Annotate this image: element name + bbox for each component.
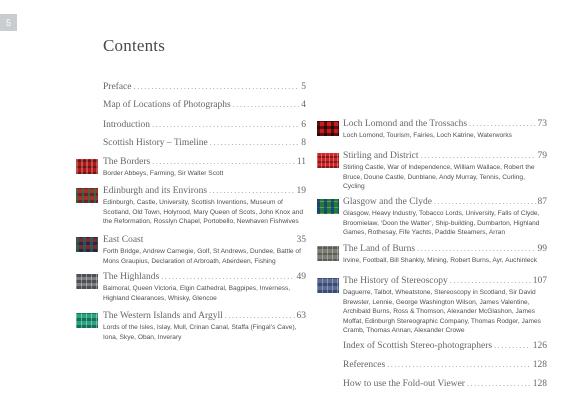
entry-page: 49 bbox=[296, 272, 306, 282]
entry-page: 128 bbox=[532, 379, 547, 389]
entry-page: 8 bbox=[301, 138, 306, 148]
entry-title: Introduction bbox=[103, 120, 150, 130]
entry-title: Index of Scottish Stereo-photographers bbox=[343, 341, 493, 351]
toc-entry-edinburgh[interactable] bbox=[103, 186, 306, 227]
entry-page: 63 bbox=[296, 311, 306, 321]
edinburgh-tartan-icon bbox=[76, 188, 98, 203]
entry-title: Glasgow and the Clyde bbox=[343, 197, 432, 207]
borders-tartan-icon bbox=[76, 159, 98, 174]
entry-title: The History of Stereoscopy bbox=[343, 276, 448, 286]
toc-entry-references[interactable] bbox=[343, 360, 547, 370]
entry-description: Glasgow, Heavy Industry, Tobacco Lords, University, Falls of Clyde, Broomielaw, ‘Doon the Watter’, Ship-building, Dumbarton, Highland Games, Rothesay, Fife Yachts, Paddle Steamers, Arran bbox=[343, 210, 540, 236]
entry-page: 6 bbox=[301, 120, 306, 130]
entry-description: Lords of the Isles, Islay, Mull, Crinan Canal, Staffa (Fingal’s Cave), Iona, Skye, Oban, Inverary bbox=[103, 324, 297, 341]
toc-entry-loch-lomond[interactable] bbox=[343, 119, 547, 141]
entry-description: Forth Bridge, Andrew Carnegie, Golf, St Andrews, Dundee, Battle of Mons Graupius, Declaration of Arbroath, Aberdeen, Fishing bbox=[103, 248, 301, 265]
page-number-badge: 5 bbox=[0, 14, 17, 31]
entry-page: 87 bbox=[537, 197, 547, 207]
toc-entry-index[interactable] bbox=[343, 341, 547, 351]
entry-description: Balmoral, Queen Victoria, Elgin Cathedral, Bagpipes, Inverness, Highland Clearances, Whisky, Glencoe bbox=[103, 285, 291, 302]
entry-title: The Highlands bbox=[103, 272, 160, 282]
entry-title: The Borders bbox=[103, 157, 151, 167]
toc-entry-fold-out-viewer[interactable] bbox=[343, 379, 547, 389]
entry-page: 99 bbox=[537, 244, 547, 254]
toc-entry-east-coast[interactable] bbox=[103, 235, 306, 266]
loch-lomond-tartan-icon bbox=[317, 121, 339, 136]
entry-title: Map of Locations of Photographs bbox=[103, 100, 231, 110]
entry-title: Preface bbox=[103, 82, 132, 92]
entry-page: 4 bbox=[301, 100, 306, 110]
toc-entry-highlands[interactable] bbox=[103, 272, 306, 303]
entry-page: 73 bbox=[537, 119, 547, 129]
entry-description: Stirling Castle, War of Independence, William Wallace, Robert the Bruce, Doune Castle, Dunblane, Andy Murray, Tennis, Curling, Cycling bbox=[343, 164, 535, 190]
entry-page: 35 bbox=[296, 235, 306, 245]
entry-description: Edinburgh, Castle, University, Scottish Inventions, Museum of Scotland, Old Town, Holyrood, Mary Queen of Scots, John Knox and the Reformation, Rosslyn Chapel, Portobello, Newhaven Fishwives bbox=[103, 199, 303, 225]
entry-title: The Land of Burns bbox=[343, 244, 416, 254]
toc-entry-timeline[interactable] bbox=[103, 138, 306, 148]
entry-title: The Western Islands and Argyll bbox=[103, 311, 223, 321]
entry-title: How to use the Fold-out Viewer bbox=[343, 379, 465, 389]
entry-page: 128 bbox=[532, 360, 547, 370]
toc-entry-map[interactable] bbox=[103, 100, 306, 110]
entry-page: 126 bbox=[532, 341, 547, 351]
entry-description: Loch Lomond, Tourism, Fairies, Loch Katrine, Waterworks bbox=[343, 132, 512, 139]
entry-title: Edinburgh and its Environs bbox=[103, 186, 208, 196]
toc-entry-western-islands[interactable] bbox=[103, 311, 306, 342]
stirling-tartan-icon bbox=[317, 153, 339, 168]
glasgow-tartan-icon bbox=[317, 199, 339, 214]
toc-entry-stereoscopy[interactable] bbox=[343, 276, 547, 336]
east-coast-tartan-icon bbox=[76, 237, 98, 252]
entry-title: Loch Lomond and the Trossachs bbox=[343, 119, 468, 129]
page-title: Contents bbox=[103, 36, 166, 55]
entry-description: Daguerre, Talbot, Wheatstone, Stereoscopy in Scotland, Sir David Brewster, Lennie, George Washington Wilson, James Valentine, Archibald Burns, Ross & Thomson, Alexander McGlashon, James Moffat, Edinburgh Stereographic Company, Thomas Rodger, James Cramb, Thomas Annan, Alexander Crowe bbox=[343, 289, 541, 334]
entry-title: Scottish History – Timeline bbox=[103, 138, 208, 148]
burns-tartan-icon bbox=[317, 246, 339, 261]
entry-title: East Coast bbox=[103, 235, 144, 245]
western-islands-tartan-icon bbox=[76, 313, 98, 328]
entry-description: Border Abbeys, Farming, Sir Walter Scott bbox=[103, 170, 224, 177]
entry-page: 19 bbox=[296, 186, 306, 196]
entry-title: References bbox=[343, 360, 386, 370]
toc-entry-borders[interactable] bbox=[103, 157, 306, 179]
toc-entry-land-of-burns[interactable] bbox=[343, 244, 547, 266]
entry-page: 11 bbox=[296, 157, 306, 167]
entry-page: 107 bbox=[532, 276, 547, 286]
entry-description: Irvine, Football, Bill Shankly, Mining, Robert Burns, Ayr, Auchinleck bbox=[343, 257, 537, 264]
entry-page: 79 bbox=[537, 151, 547, 161]
toc-entry-glasgow[interactable] bbox=[343, 197, 547, 238]
stereoscopy-tartan-icon bbox=[317, 278, 339, 293]
toc-entry-stirling[interactable] bbox=[343, 151, 547, 192]
entry-title: Stirling and District bbox=[343, 151, 419, 161]
toc-entry-introduction[interactable] bbox=[103, 120, 306, 130]
highlands-tartan-icon bbox=[76, 274, 98, 289]
entry-page: 5 bbox=[301, 82, 306, 92]
toc-entry-preface[interactable] bbox=[103, 82, 306, 92]
